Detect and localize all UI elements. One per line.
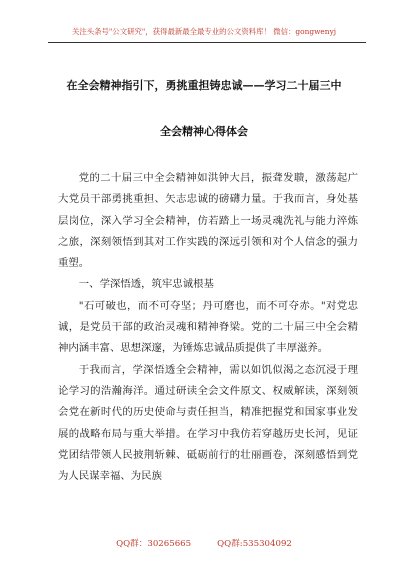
title-line-2: 全会精神心得体会 xyxy=(160,125,248,138)
section-heading-1: 一、学深悟透，筑牢忠诚根基 xyxy=(78,278,214,291)
footer-qq-group-1: QQ群：30265665 xyxy=(116,539,192,549)
footer xyxy=(0,537,408,549)
header-banner: 关注头条号"公文研究"，获得最新最全最专业的公文资料库！ 微信：gongwenyj xyxy=(71,27,337,36)
footer-qq-group-2: QQ群:535304092 xyxy=(217,539,292,549)
paragraph-intro: 党的二十届三中全会精神如洪钟大吕，振聋发聩，激荡起广大党员干部勇挑重担、矢志忠诚的磅礴力量。于我而言，身处基层岗位，深入学习全会精神，仿若踏上一场灵魂洗礼与能力淬炼之旅，深刻领悟到其对工作实践的深远引领和对个人信念的强力重塑。 xyxy=(58,172,358,270)
paragraph-study: 于我而言，学深悟透全会精神，需以如饥似渴之态沉浸于理论学习的浩瀚海洋。通过研读全会文件原文、权威解读，深刻领会党在新时代的历史使命与责任担当，精准把握党和国家事业发展的战略布局与重大举措。在学习中我仿若穿越历史长河，见证党团结带领人民披荆斩棘、砥砺前行的壮丽画卷，深刻感悟到党为人民谋幸福、为民族 xyxy=(58,363,358,483)
title-line-1: 在全会精神指引下，勇挑重担铸忠诚——学习二十届三中 xyxy=(66,79,342,92)
header-rule xyxy=(48,42,366,43)
document-body xyxy=(58,168,358,487)
paragraph-quote: "石可破也，而不可夺坚；丹可磨也，而不可夺赤。"对党忠诚，是党员干部的政治灵魂和精神脊梁。党的二十届三中全会精神内涵丰富、思想深邃，为锤炼忠诚品质提供了丰厚滋养。 xyxy=(58,299,358,355)
